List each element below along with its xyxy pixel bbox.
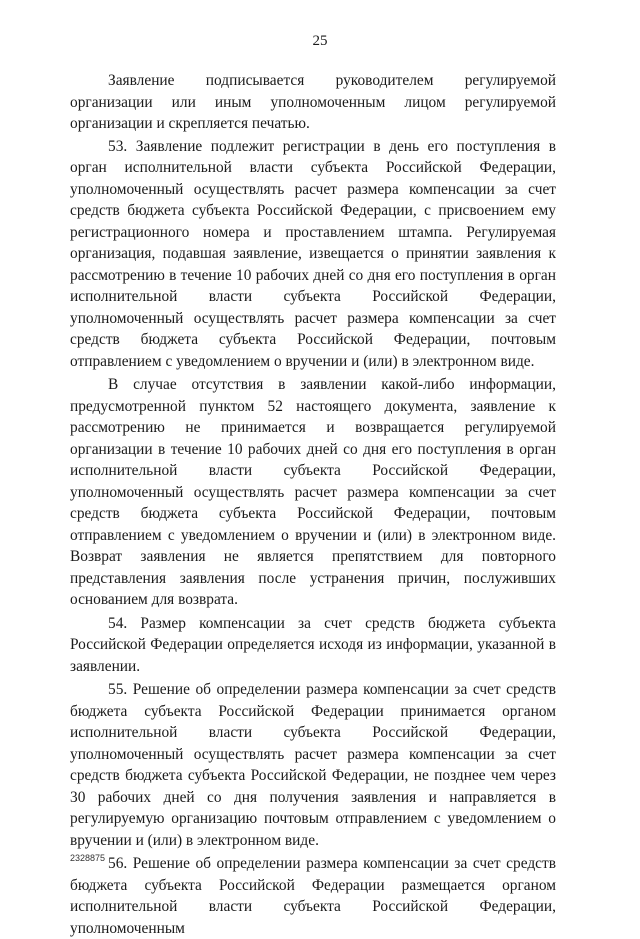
paragraph-56: 56. Решение об определении размера компенсации за счет средств бюджета субъекта Российской Федерации размещается органом исполнительной власти субъекта Российской Федерации, уполномоченным bbox=[70, 855, 556, 937]
paragraph-53: 53. Заявление подлежит регистрации в день его поступления в орган исполнительной власти субъекта Российской Федерации, уполномоченный осуществлять расчет размера компенсации за счет средств бюджета субъекта Российской Федерации, с присвоением ему регистрационного номера и проставлением штампа. Регулируемая организация, подавшая заявление, извещается о принятии заявления к рассмотрению в течение 10 рабочих дней со дня его поступления в орган исполнительной власти субъекта Российской Федерации, уполномоченный осуществлять расчет размера компенсации за счет средств бюджета субъекта Российской Федерации, почтовым отправлением с уведомлением о вручении и (или) в электронном виде. bbox=[70, 137, 556, 370]
document-code: 2328875 bbox=[70, 853, 106, 863]
document-body bbox=[70, 70, 556, 939]
page-number: 25 bbox=[312, 33, 328, 49]
paragraph-54: 54. Размер компенсации за счет средств бюджета субъекта Российской Федерации определяется исходя из информации, указанной в заявлении. bbox=[70, 614, 556, 675]
paragraph-55: 55. Решение об определении размера компенсации за счет средств бюджета субъекта Российской Федерации принимается органом исполнительной власти субъекта Российской Федерации, уполномоченный осуществлять расчет размера компенсации за счет средств бюджета субъекта Российской Федерации, не позднее чем через 30 рабочих дней со дня получения заявления и направляется в регулируемую организацию почтовым отправлением с уведомлением о вручении и (или) в электронном виде. bbox=[70, 681, 556, 849]
paragraph-signature: Заявление подписывается руководителем регулируемой организации или иным уполномоченным лицом регулируемой организации и скрепляется печатью. bbox=[70, 72, 556, 132]
paragraph-53-return: В случае отсутствия в заявлении какой-либо информации, предусмотренной пунктом 52 настоящего документа, заявление к рассмотрению не принимается и возвращается регулируемой организации в течение 10 рабочих дней со дня его поступления в орган исполнительной власти субъекта Российской Федерации, уполномоченный осуществлять расчет размера компенсации за счет средств бюджета субъекта Российской Федерации, почтовым отправлением с уведомлением о вручении и (или) в электронном виде. Возврат заявления не является препятствием для повторного представления заявления после устранения причин, послуживших основанием для возврата. bbox=[70, 376, 556, 608]
